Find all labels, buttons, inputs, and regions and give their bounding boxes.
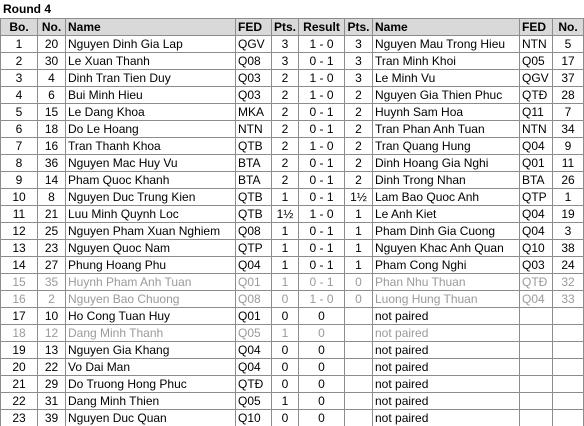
cell-white-pts: 2 <box>272 155 299 172</box>
cell-white-no: 13 <box>38 342 66 359</box>
header-name: Name <box>66 19 236 36</box>
cell-white-fed: QTB <box>236 138 272 155</box>
cell-white-no: 16 <box>38 138 66 155</box>
cell-white-fed: Q08 <box>236 291 272 308</box>
cell-black-fed: Q03 <box>520 257 553 274</box>
cell-white-pts: 0 <box>272 359 299 376</box>
cell-white-fed: MKA <box>236 104 272 121</box>
cell-black-fed <box>520 308 553 325</box>
cell-white-no: 20 <box>38 36 66 53</box>
cell-white-name: Do Truong Hong Phuc <box>66 376 236 393</box>
cell-black-fed: Q05 <box>520 53 553 70</box>
table-row <box>1 70 584 87</box>
cell-black-no: 26 <box>553 172 584 189</box>
table-row <box>1 87 584 104</box>
cell-white-name: Ho Cong Tuan Huy <box>66 308 236 325</box>
cell-result: 0 <box>299 393 345 410</box>
table-row <box>1 291 584 308</box>
cell-white-pts: 2 <box>272 172 299 189</box>
cell-black-fed <box>520 359 553 376</box>
cell-black-name: not paired <box>373 359 520 376</box>
cell-black-fed: Q10 <box>520 240 553 257</box>
cell-white-pts: 1 <box>272 257 299 274</box>
cell-result: 0 <box>299 308 345 325</box>
cell-result: 0 - 1 <box>299 240 345 257</box>
cell-white-name: Nguyen Pham Xuan Nghiem <box>66 223 236 240</box>
cell-result: 0 - 1 <box>299 257 345 274</box>
cell-white-pts: 2 <box>272 121 299 138</box>
cell-black-no: 11 <box>553 155 584 172</box>
cell-black-name: Nguyen Khac Anh Quan <box>373 240 520 257</box>
cell-board: 2 <box>1 53 38 70</box>
cell-white-name: Pham Quoc Khanh <box>66 172 236 189</box>
cell-white-name: Luu Minh Quynh Loc <box>66 206 236 223</box>
cell-black-pts: 0 <box>345 274 373 291</box>
cell-black-name: Huynh Sam Hoa <box>373 104 520 121</box>
cell-white-pts: 1 <box>272 393 299 410</box>
cell-white-fed: Q03 <box>236 70 272 87</box>
cell-black-pts <box>345 410 373 426</box>
cell-result: 1 - 0 <box>299 291 345 308</box>
cell-black-fed: Q04 <box>520 223 553 240</box>
cell-result: 0 - 1 <box>299 53 345 70</box>
cell-result: 0 <box>299 376 345 393</box>
cell-white-pts: 2 <box>272 104 299 121</box>
cell-result: 1 - 0 <box>299 70 345 87</box>
cell-white-no: 6 <box>38 87 66 104</box>
cell-white-no: 8 <box>38 189 66 206</box>
cell-result: 0 - 1 <box>299 155 345 172</box>
cell-black-name: Luong Hung Thuan <box>373 291 520 308</box>
cell-white-fed: Q08 <box>236 53 272 70</box>
cell-black-fed: QTP <box>520 189 553 206</box>
cell-white-pts: 1 <box>272 274 299 291</box>
cell-black-no: 34 <box>553 121 584 138</box>
cell-black-fed: Q11 <box>520 104 553 121</box>
cell-black-pts <box>345 359 373 376</box>
cell-white-no: 15 <box>38 104 66 121</box>
cell-white-fed: Q04 <box>236 257 272 274</box>
cell-white-pts: 1 <box>272 189 299 206</box>
cell-white-name: Nguyen Duc Quan <box>66 410 236 426</box>
cell-black-fed: Q04 <box>520 291 553 308</box>
round-title: Round 4 <box>3 2 51 16</box>
cell-black-no: 33 <box>553 291 584 308</box>
cell-black-name: Nguyen Mau Trong Hieu <box>373 36 520 53</box>
cell-white-name: Huynh Pham Anh Tuan <box>66 274 236 291</box>
cell-black-no: 24 <box>553 257 584 274</box>
cell-board: 17 <box>1 308 38 325</box>
cell-black-pts <box>345 342 373 359</box>
cell-result: 1 - 0 <box>299 206 345 223</box>
cell-white-no: 29 <box>38 376 66 393</box>
cell-white-pts: 3 <box>272 53 299 70</box>
cell-black-no: 37 <box>553 70 584 87</box>
cell-black-no: 5 <box>553 36 584 53</box>
cell-black-fed: Q04 <box>520 206 553 223</box>
cell-white-fed: Q04 <box>236 359 272 376</box>
cell-black-no <box>553 325 584 342</box>
cell-black-pts: 2 <box>345 104 373 121</box>
cell-black-pts: 2 <box>345 87 373 104</box>
cell-black-no: 3 <box>553 223 584 240</box>
cell-white-no: 36 <box>38 155 66 172</box>
cell-result: 1 - 0 <box>299 36 345 53</box>
cell-white-fed: Q03 <box>236 87 272 104</box>
cell-black-name: Tran Minh Khoi <box>373 53 520 70</box>
header-no-2: No. <box>553 19 584 36</box>
table-row <box>1 325 584 342</box>
cell-black-pts <box>345 308 373 325</box>
cell-board: 18 <box>1 325 38 342</box>
cell-white-no: 31 <box>38 393 66 410</box>
table-row <box>1 223 584 240</box>
cell-white-name: Dinh Tran Tien Duy <box>66 70 236 87</box>
cell-black-name: Lam Bao Quoc Anh <box>373 189 520 206</box>
cell-white-pts: 0 <box>272 410 299 426</box>
header-row <box>1 19 584 36</box>
cell-white-name: Nguyen Duc Trung Kien <box>66 189 236 206</box>
cell-white-no: 22 <box>38 359 66 376</box>
cell-board: 16 <box>1 291 38 308</box>
cell-black-pts: 3 <box>345 36 373 53</box>
cell-black-name: Dinh Trong Nhan <box>373 172 520 189</box>
cell-white-no: 10 <box>38 308 66 325</box>
cell-black-pts: 2 <box>345 172 373 189</box>
cell-black-fed: BTA <box>520 172 553 189</box>
cell-black-name: not paired <box>373 308 520 325</box>
cell-white-no: 30 <box>38 53 66 70</box>
header-fed: FED <box>236 19 272 36</box>
cell-white-pts: 1½ <box>272 206 299 223</box>
cell-black-name: Tran Quang Hung <box>373 138 520 155</box>
cell-board: 22 <box>1 393 38 410</box>
cell-result: 0 - 1 <box>299 104 345 121</box>
cell-black-pts: 2 <box>345 121 373 138</box>
cell-white-name: Le Xuan Thanh <box>66 53 236 70</box>
cell-black-name: Phan Nhu Thuan <box>373 274 520 291</box>
pairings-table <box>0 18 584 426</box>
cell-black-no: 19 <box>553 206 584 223</box>
cell-black-name: Pham Cong Nghi <box>373 257 520 274</box>
header-pts-2: Pts. <box>345 19 373 36</box>
cell-board: 3 <box>1 70 38 87</box>
cell-black-fed <box>520 325 553 342</box>
cell-board: 8 <box>1 155 38 172</box>
cell-black-name: Le Minh Vu <box>373 70 520 87</box>
cell-black-name: Dinh Hoang Gia Nghi <box>373 155 520 172</box>
cell-black-fed: QGV <box>520 70 553 87</box>
cell-white-pts: 0 <box>272 376 299 393</box>
cell-board: 12 <box>1 223 38 240</box>
cell-white-fed: NTN <box>236 121 272 138</box>
table-row <box>1 138 584 155</box>
table-row <box>1 257 584 274</box>
cell-white-name: Dang Minh Thanh <box>66 325 236 342</box>
cell-board: 13 <box>1 240 38 257</box>
header-pts: Pts. <box>272 19 299 36</box>
cell-black-pts: 0 <box>345 291 373 308</box>
cell-black-fed: QTĐ <box>520 87 553 104</box>
cell-black-no <box>553 393 584 410</box>
cell-white-fed: QTB <box>236 189 272 206</box>
table-row <box>1 240 584 257</box>
header-fed-2: FED <box>520 19 553 36</box>
cell-black-no <box>553 376 584 393</box>
table-row <box>1 342 584 359</box>
cell-board: 7 <box>1 138 38 155</box>
cell-black-pts: 2 <box>345 155 373 172</box>
cell-white-no: 21 <box>38 206 66 223</box>
cell-white-fed: QTP <box>236 240 272 257</box>
header-result: Result <box>299 19 345 36</box>
cell-white-name: Le Dang Khoa <box>66 104 236 121</box>
cell-board: 9 <box>1 172 38 189</box>
cell-black-fed: Q01 <box>520 155 553 172</box>
cell-board: 21 <box>1 376 38 393</box>
cell-white-fed: QGV <box>236 36 272 53</box>
cell-black-fed: QTĐ <box>520 274 553 291</box>
cell-black-fed <box>520 393 553 410</box>
cell-black-no: 1 <box>553 189 584 206</box>
cell-black-fed <box>520 342 553 359</box>
cell-white-no: 14 <box>38 172 66 189</box>
cell-black-name: not paired <box>373 342 520 359</box>
cell-white-fed: Q08 <box>236 223 272 240</box>
cell-result: 0 - 1 <box>299 189 345 206</box>
cell-white-no: 18 <box>38 121 66 138</box>
cell-result: 0 <box>299 342 345 359</box>
cell-white-pts: 3 <box>272 36 299 53</box>
cell-board: 6 <box>1 121 38 138</box>
cell-white-name: Nguyen Mac Huy Vu <box>66 155 236 172</box>
cell-black-pts: 3 <box>345 70 373 87</box>
cell-result: 0 <box>299 325 345 342</box>
cell-white-name: Nguyen Quoc Nam <box>66 240 236 257</box>
cell-black-pts: 3 <box>345 53 373 70</box>
cell-white-pts: 0 <box>272 308 299 325</box>
cell-black-pts: 1 <box>345 240 373 257</box>
table-row <box>1 359 584 376</box>
cell-white-no: 39 <box>38 410 66 426</box>
cell-white-pts: 1 <box>272 325 299 342</box>
cell-white-no: 25 <box>38 223 66 240</box>
cell-white-pts: 2 <box>272 138 299 155</box>
cell-white-fed: QTB <box>236 206 272 223</box>
header-no: No. <box>38 19 66 36</box>
header-board: Bo. <box>1 19 38 36</box>
cell-white-name: Nguyen Dinh Gia Lap <box>66 36 236 53</box>
pairings-body <box>1 36 584 426</box>
cell-black-no <box>553 410 584 426</box>
cell-black-no: 9 <box>553 138 584 155</box>
cell-black-pts <box>345 376 373 393</box>
cell-black-name: Pham Dinh Gia Cuong <box>373 223 520 240</box>
cell-black-fed: Q04 <box>520 138 553 155</box>
cell-white-no: 23 <box>38 240 66 257</box>
cell-white-fed: Q01 <box>236 308 272 325</box>
cell-black-pts: 2 <box>345 138 373 155</box>
cell-black-no <box>553 342 584 359</box>
table-row <box>1 53 584 70</box>
cell-result: 1 - 0 <box>299 87 345 104</box>
cell-white-fed: Q05 <box>236 393 272 410</box>
table-row <box>1 274 584 291</box>
cell-white-no: 2 <box>38 291 66 308</box>
cell-white-fed: BTA <box>236 155 272 172</box>
cell-white-name: Do Le Hoang <box>66 121 236 138</box>
cell-white-name: Nguyen Bao Chuong <box>66 291 236 308</box>
cell-result: 1 - 0 <box>299 138 345 155</box>
table-row <box>1 308 584 325</box>
cell-result: 0 - 1 <box>299 274 345 291</box>
cell-white-fed: Q04 <box>236 342 272 359</box>
cell-result: 0 - 1 <box>299 172 345 189</box>
table-row <box>1 155 584 172</box>
cell-black-pts: 1½ <box>345 189 373 206</box>
cell-black-no: 38 <box>553 240 584 257</box>
cell-black-fed: NTN <box>520 36 553 53</box>
cell-black-name: not paired <box>373 376 520 393</box>
cell-black-name: not paired <box>373 325 520 342</box>
cell-result: 0 <box>299 359 345 376</box>
cell-board: 1 <box>1 36 38 53</box>
cell-board: 11 <box>1 206 38 223</box>
cell-white-fed: Q10 <box>236 410 272 426</box>
cell-white-pts: 0 <box>272 342 299 359</box>
cell-board: 15 <box>1 274 38 291</box>
cell-black-no <box>553 308 584 325</box>
cell-black-fed <box>520 410 553 426</box>
cell-black-pts <box>345 393 373 410</box>
cell-white-name: Tran Thanh Khoa <box>66 138 236 155</box>
cell-board: 5 <box>1 104 38 121</box>
table-row <box>1 121 584 138</box>
cell-black-no <box>553 359 584 376</box>
cell-black-name: not paired <box>373 410 520 426</box>
cell-black-pts: 1 <box>345 223 373 240</box>
table-row <box>1 376 584 393</box>
cell-white-fed: Q05 <box>236 325 272 342</box>
table-row <box>1 36 584 53</box>
table-row <box>1 410 584 426</box>
cell-white-fed: BTA <box>236 172 272 189</box>
cell-white-pts: 1 <box>272 223 299 240</box>
cell-white-name: Bui Minh Hieu <box>66 87 236 104</box>
table-row <box>1 206 584 223</box>
cell-black-name: Le Anh Kiet <box>373 206 520 223</box>
table-row <box>1 172 584 189</box>
cell-black-name: not paired <box>373 393 520 410</box>
cell-black-pts: 1 <box>345 257 373 274</box>
cell-white-no: 4 <box>38 70 66 87</box>
table-row <box>1 393 584 410</box>
cell-black-no: 17 <box>553 53 584 70</box>
cell-white-pts: 0 <box>272 291 299 308</box>
cell-white-no: 12 <box>38 325 66 342</box>
cell-white-pts: 2 <box>272 70 299 87</box>
cell-black-no: 7 <box>553 104 584 121</box>
cell-result: 0 <box>299 410 345 426</box>
cell-black-name: Tran Phan Anh Tuan <box>373 121 520 138</box>
cell-black-pts: 1 <box>345 206 373 223</box>
cell-black-fed: NTN <box>520 121 553 138</box>
cell-black-name: Nguyen Gia Thien Phuc <box>373 87 520 104</box>
table-row <box>1 189 584 206</box>
cell-white-name: Phung Hoang Phu <box>66 257 236 274</box>
cell-board: 10 <box>1 189 38 206</box>
cell-white-pts: 2 <box>272 87 299 104</box>
header-name-2: Name <box>373 19 520 36</box>
cell-black-fed <box>520 376 553 393</box>
cell-black-pts <box>345 325 373 342</box>
cell-white-no: 27 <box>38 257 66 274</box>
cell-white-name: Vo Dai Man <box>66 359 236 376</box>
cell-white-pts: 1 <box>272 240 299 257</box>
cell-result: 0 - 1 <box>299 223 345 240</box>
cell-board: 4 <box>1 87 38 104</box>
table-row <box>1 104 584 121</box>
cell-board: 23 <box>1 410 38 426</box>
cell-white-name: Nguyen Gia Khang <box>66 342 236 359</box>
cell-board: 20 <box>1 359 38 376</box>
cell-white-no: 35 <box>38 274 66 291</box>
cell-result: 0 - 1 <box>299 121 345 138</box>
cell-black-no: 32 <box>553 274 584 291</box>
cell-white-name: Dang Minh Thien <box>66 393 236 410</box>
cell-black-no: 28 <box>553 87 584 104</box>
cell-white-fed: Q01 <box>236 274 272 291</box>
cell-white-fed: QTĐ <box>236 376 272 393</box>
cell-board: 19 <box>1 342 38 359</box>
cell-board: 14 <box>1 257 38 274</box>
